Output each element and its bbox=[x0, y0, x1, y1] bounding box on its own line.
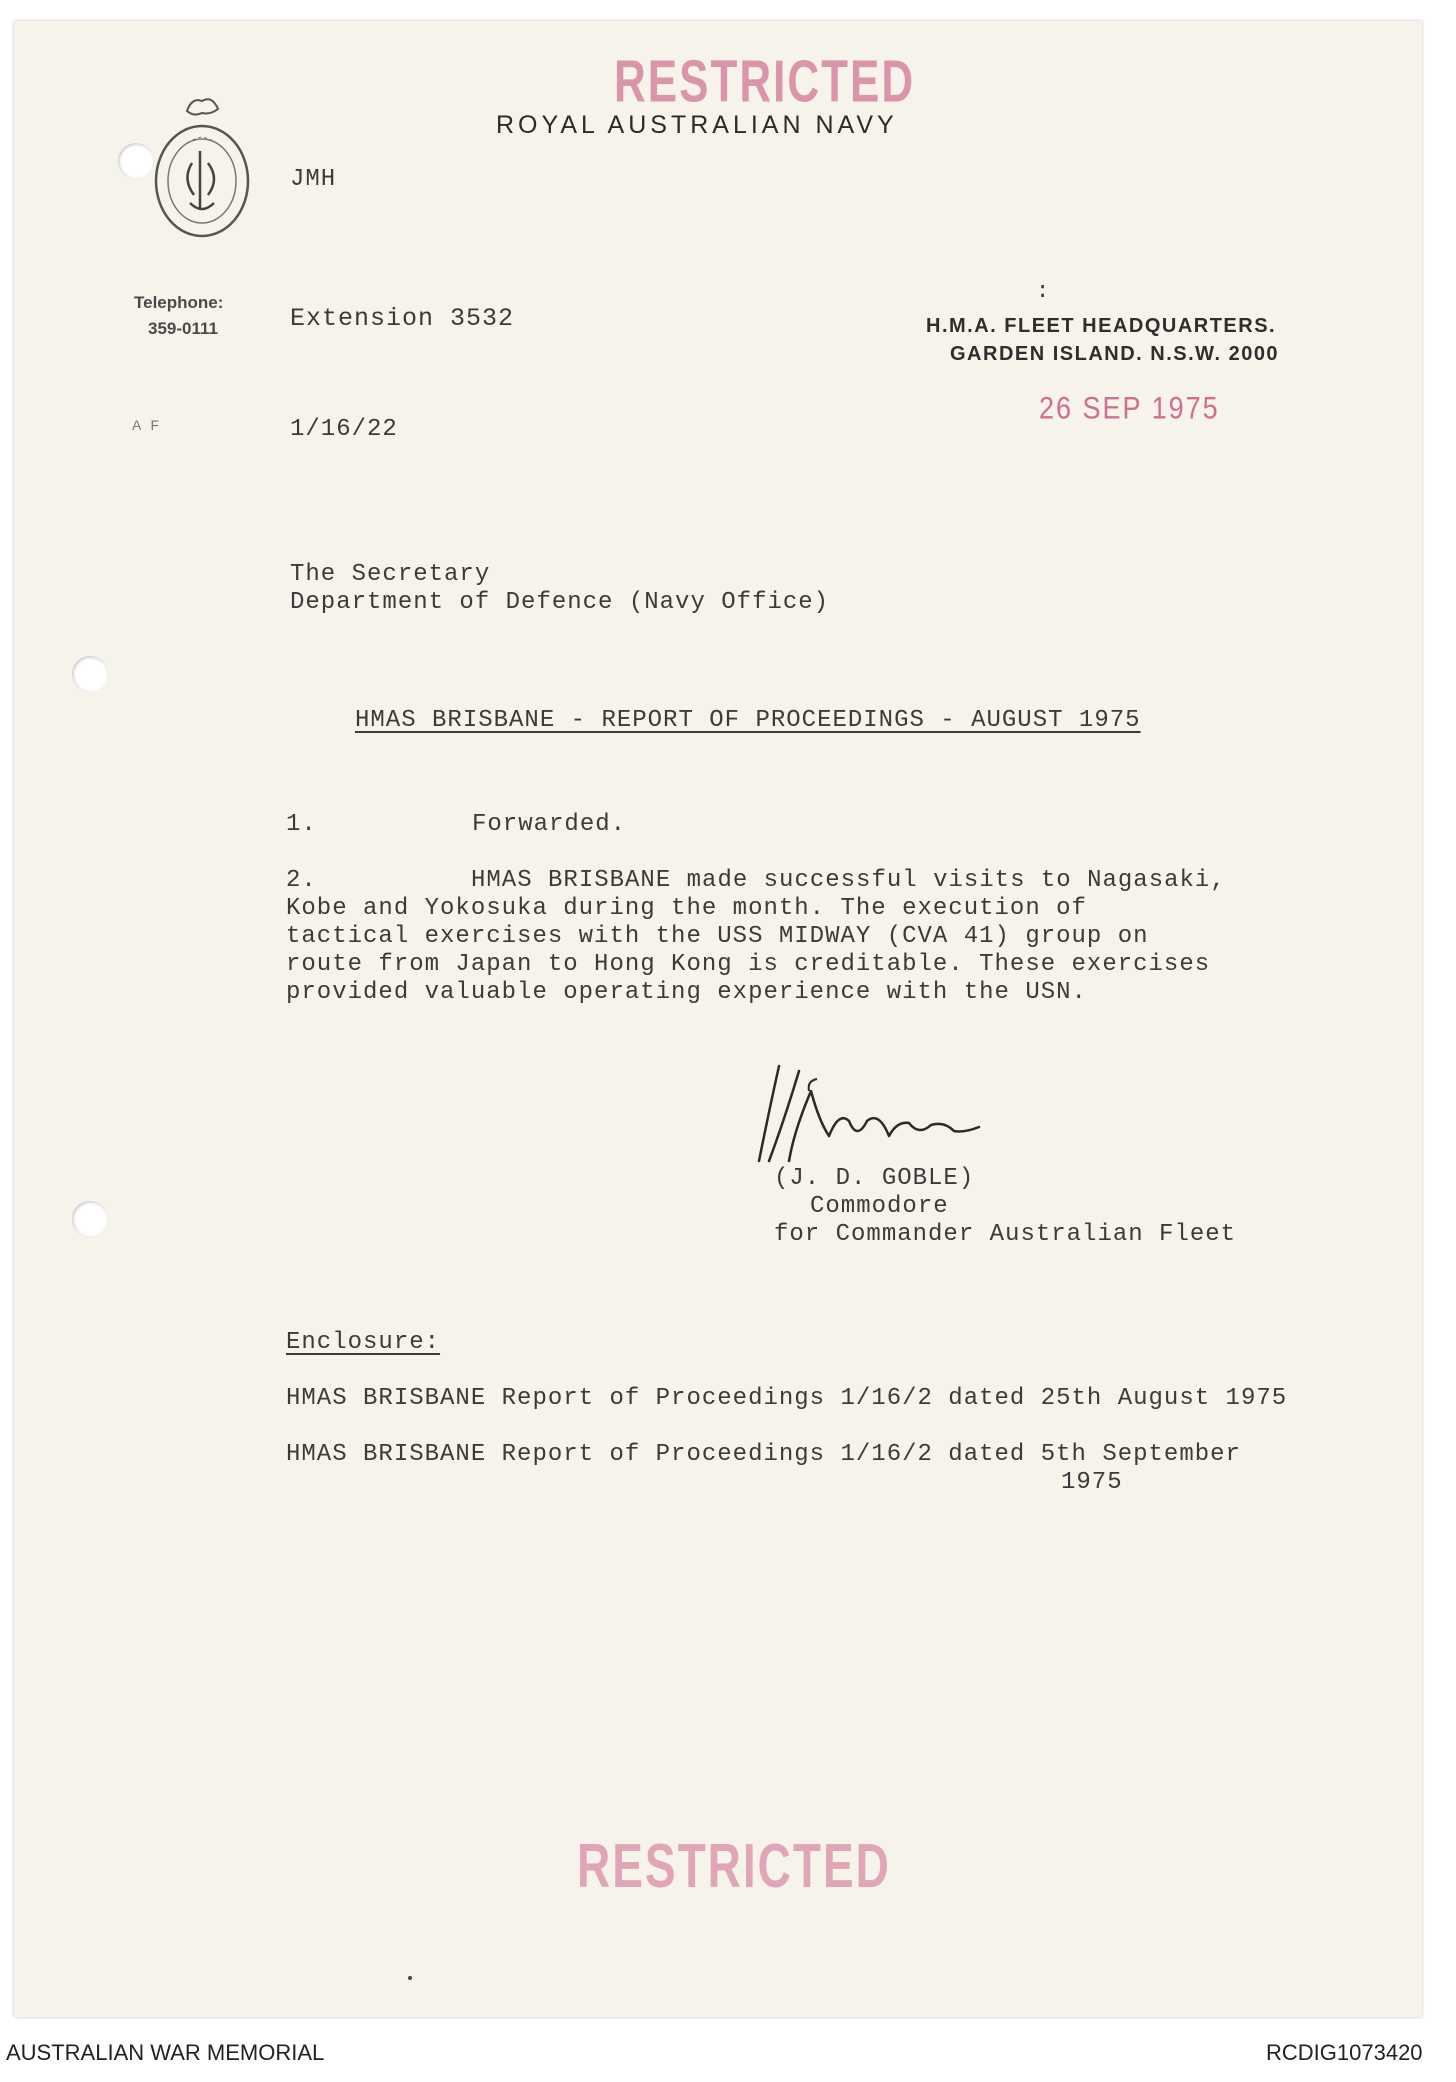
addressee-line1: The Secretary bbox=[290, 561, 491, 588]
telephone-label: Telephone: bbox=[134, 293, 224, 312]
enclosure-item-2-line1: HMAS BRISBANE Report of Proceedings 1/16/2 dated 5th September bbox=[286, 1441, 1241, 1468]
navy-crest-icon bbox=[142, 91, 262, 241]
signatory-capacity: for Commander Australian Fleet bbox=[774, 1221, 1237, 1248]
organisation-name: ROYAL AUSTRALIAN NAVY bbox=[496, 111, 898, 139]
colon-mark: : bbox=[1036, 279, 1050, 304]
document-page bbox=[14, 21, 1422, 2017]
paragraph-1-number: 1. bbox=[286, 811, 317, 838]
margin-mark: A F bbox=[132, 417, 163, 433]
punch-hole-bottom bbox=[72, 1201, 108, 1237]
handwritten-signature bbox=[739, 1051, 1039, 1181]
received-date-stamp: 26 SEP 1975 bbox=[1039, 391, 1220, 426]
paragraph-2-number: 2. bbox=[286, 867, 317, 894]
file-reference: 1/16/22 bbox=[290, 416, 398, 443]
punch-hole-middle bbox=[72, 656, 108, 692]
footer-item-id: RCDIG1073420 bbox=[1266, 2040, 1423, 2065]
footer-source-label: AUSTRALIAN WAR MEMORIAL bbox=[6, 2040, 325, 2065]
paragraph-2-line4: route from Japan to Hong Kong is creditable. These exercises bbox=[286, 951, 1211, 978]
ink-speck bbox=[408, 1976, 412, 1980]
paragraph-2-line3: tactical exercises with the USS MIDWAY (CVA 41) group on bbox=[286, 923, 1149, 950]
addressee-line2: Department of Defence (Navy Office) bbox=[290, 589, 830, 616]
subject-heading: HMAS BRISBANE - REPORT OF PROCEEDINGS - AUGUST 1975 bbox=[355, 707, 1141, 734]
hq-address-line1: H.M.A. FLEET HEADQUARTERS. bbox=[926, 315, 1277, 337]
restricted-stamp-bottom: RESTRICTED bbox=[577, 1830, 891, 1901]
paragraph-2-line2: Kobe and Yokosuka during the month. The execution of bbox=[286, 895, 1087, 922]
telephone-extension: Extension 3532 bbox=[290, 304, 515, 333]
telephone-number: 359-0111 bbox=[148, 319, 218, 338]
enclosure-item-1: HMAS BRISBANE Report of Proceedings 1/16/2 dated 25th August 1975 bbox=[286, 1385, 1288, 1412]
enclosure-item-2-line2: 1975 bbox=[1061, 1469, 1123, 1496]
enclosure-label: Enclosure: bbox=[286, 1329, 441, 1356]
paragraph-2-line1: HMAS BRISBANE made successful visits to Nagasaki, bbox=[471, 867, 1226, 894]
signatory-rank: Commodore bbox=[810, 1193, 949, 1220]
hq-address-line2: GARDEN ISLAND. N.S.W. 2000 bbox=[950, 343, 1280, 365]
signatory-name: (J. D. GOBLE) bbox=[774, 1165, 975, 1192]
paragraph-2-line5: provided valuable operating experience with the USN. bbox=[286, 979, 1087, 1006]
restricted-stamp-top: RESTRICTED bbox=[614, 49, 916, 116]
paragraph-1-text: Forwarded. bbox=[472, 811, 627, 838]
author-initials: JMH bbox=[290, 166, 337, 193]
